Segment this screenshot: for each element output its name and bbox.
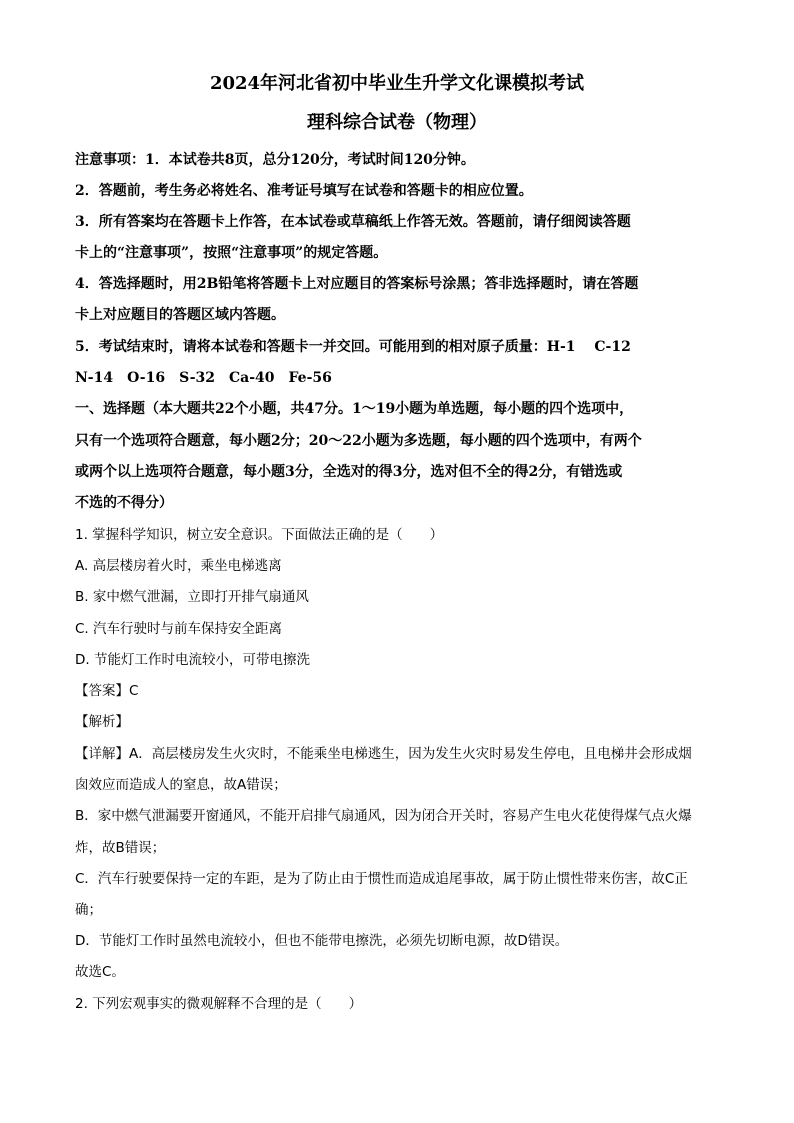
question-1-option-d: D. 节能灯工作时电流较小，可带电擦洗	[75, 652, 310, 668]
question-1-detail-line-5: C．汽车行驶要保持一定的车距，是为了防止由于惯性而造成追尾事故，属于防止惯性带来伤害，故C正	[75, 871, 688, 887]
section-heading-line-3: 或两个以上选项符合题意，每小题3分，全选对的得3分，选对但不全的得2分，有错选或	[75, 464, 623, 480]
page-title: 2024年河北省初中毕业生升学文化课模拟考试	[209, 73, 585, 94]
question-1-detail-line-6: 确；	[75, 902, 102, 918]
question-1-option-a: A. 高层楼房着火时，乘坐电梯逃离	[75, 558, 282, 574]
question-1-answer: 【答案】C	[75, 683, 139, 699]
section-heading-line-4: 不选的不得分）	[75, 495, 173, 511]
notice-line-5a: 5．考试结束时，请将本试卷和答题卡一并交回。可能用到的相对原子质量：H-1 C-12	[75, 339, 631, 355]
question-1-stem: 1. 掌握科学知识，树立安全意识。下面做法正确的是（ ）	[75, 527, 444, 543]
notice-line-2: 2．答题前，考生务必将姓名、准考证号填写在试卷和答题卡的相应位置。	[75, 183, 533, 199]
section-heading-line-2: 只有一个选项符合题意，每小题2分；20～22小题为多选题，每小题的四个选项中，有两个	[75, 433, 642, 449]
section-heading-line-1: 一、选择题（本大题共22个小题，共47分。1～19小题为单选题，每小题的四个选项中，	[75, 401, 634, 417]
question-1-detail-line-3: B．家中燃气泄漏要开窗通风，不能开启排气扇通风，因为闭合开关时，容易产生电火花使得煤气点火爆	[75, 808, 692, 824]
notice-line-3b: 卡上的“注意事项”，按照“注意事项”的规定答题。	[75, 245, 388, 261]
notice-line-4a: 4．答选择题时，用2B铅笔将答题卡上对应题目的答案标号涂黑；答非选择题时，请在答题	[75, 276, 639, 292]
question-2-stem: 2. 下列宏观事实的微观解释不合理的是（ ）	[75, 996, 363, 1012]
notice-line-5b: N-14 O-16 S-32 Ca-40 Fe-56	[75, 370, 332, 386]
question-1-detail-line-8: 故选C。	[75, 964, 125, 980]
question-1-option-b: B. 家中燃气泄漏，立即打开排气扇通风	[75, 589, 309, 605]
question-1-detail-line-1: 【详解】A．高层楼房发生火灾时，不能乘坐电梯逃生，因为发生火灾时易发生停电，且电梯井会形成烟	[75, 746, 692, 762]
notice-line-4b: 卡上对应题目的答题区域内答题。	[75, 307, 285, 323]
notice-line-1: 注意事项：1．本试卷共8页，总分120分，考试时间120分钟。	[75, 152, 475, 168]
question-1-option-c: C. 汽车行驶时与前车保持安全距离	[75, 621, 283, 637]
question-1-analysis-label: 【解析】	[75, 714, 129, 730]
question-1-detail-line-2: 囱效应而造成人的窒息，故A错误；	[75, 777, 287, 793]
question-1-detail-line-4: 炸，故B错误；	[75, 840, 166, 856]
page-subtitle: 理科综合试卷（物理）	[307, 112, 487, 133]
notice-line-3a: 3．所有答案均在答题卡上作答，在本试卷或草稿纸上作答无效。答题前，请仔细阅读答题	[75, 214, 631, 230]
question-1-detail-line-7: D．节能灯工作时虽然电流较小，但也不能带电擦洗，必须先切断电源，故D错误。	[75, 933, 569, 949]
